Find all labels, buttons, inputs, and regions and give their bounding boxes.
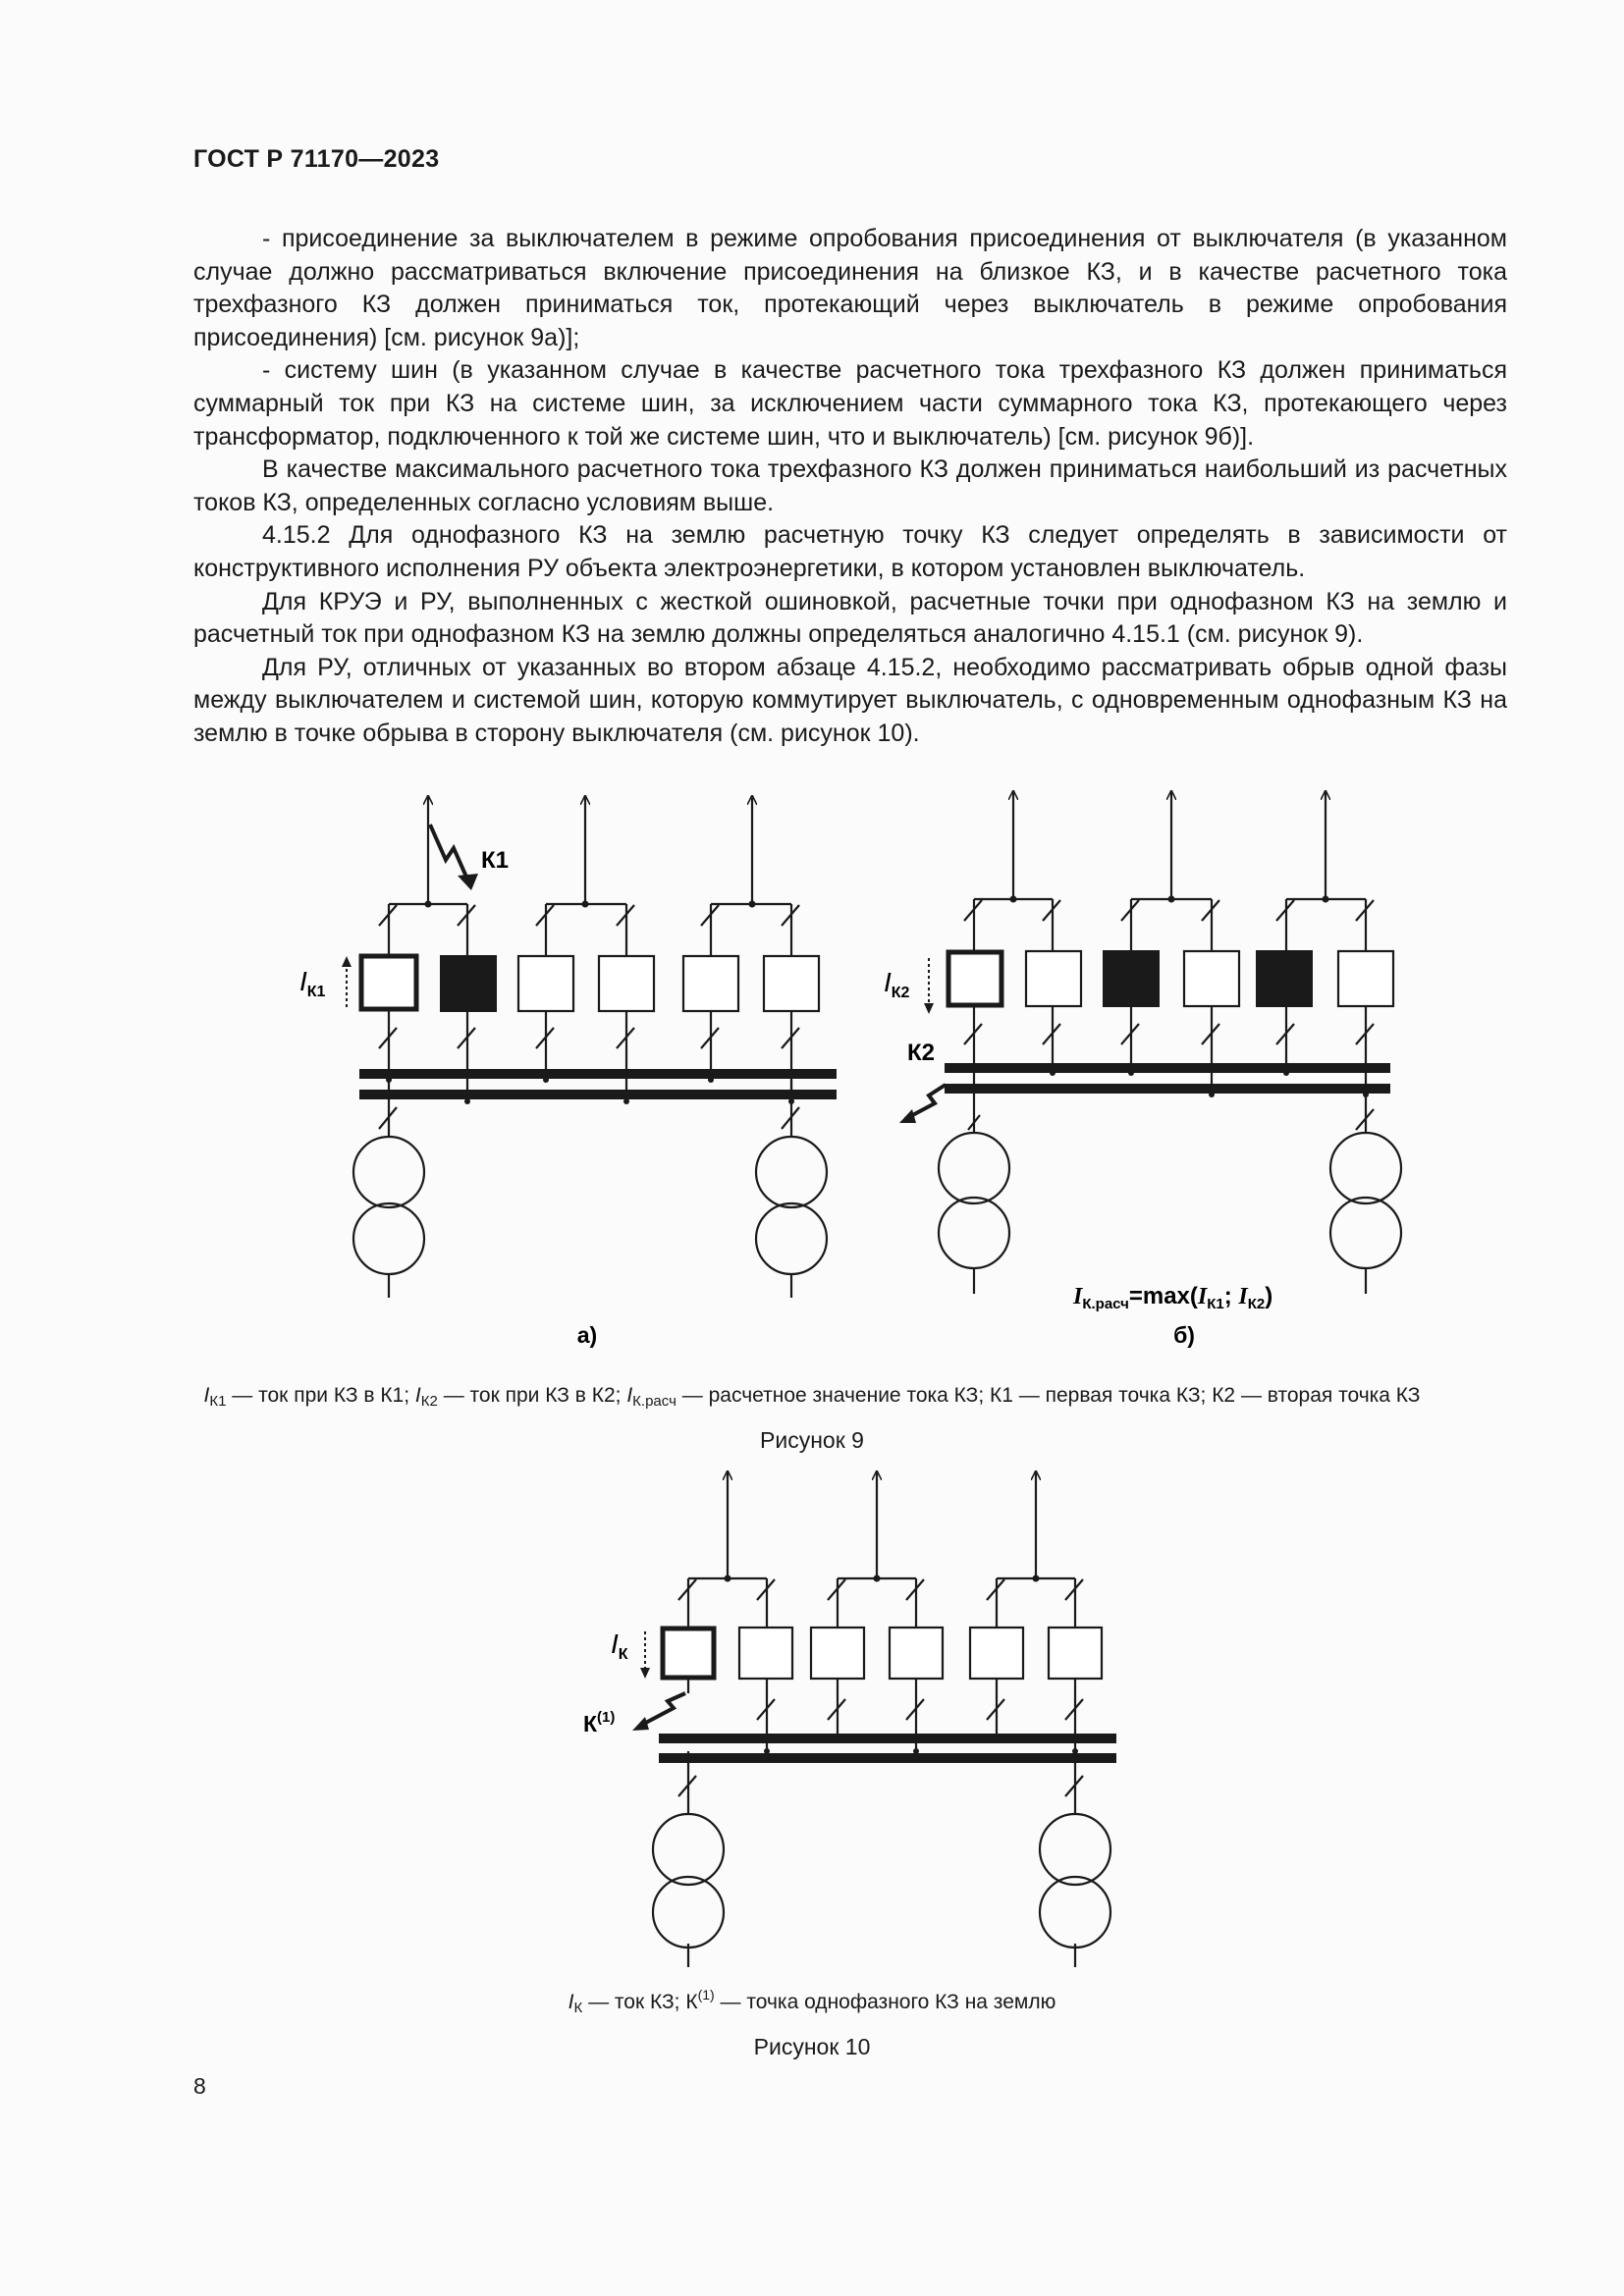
breaker	[764, 956, 819, 1011]
figure-10-title: Рисунок 10	[753, 2034, 871, 2059]
figure-9-title: Рисунок 9	[760, 1427, 864, 1453]
busbar-2	[659, 1753, 1116, 1763]
paragraph: В качестве максимального расчетного тока трехфазного КЗ должен приниматься наибольший из расчетных токов КЗ, определенных согласно условиям выше.	[193, 455, 1507, 516]
current-subscript: К2	[891, 985, 910, 1001]
breaker	[970, 1628, 1023, 1679]
transformer	[1330, 1133, 1401, 1268]
diagram-b	[964, 790, 1374, 1294]
busbar-2	[359, 1090, 837, 1099]
breaker	[1338, 951, 1393, 1006]
fault-label-k2: К2	[907, 1040, 935, 1066]
busbar-1	[945, 1063, 1390, 1073]
figure-9-legend: $I_{К1}$ — ток при КЗ в К1; $I_{К2}$ — ток при КЗ в К2; $I_{К.расч}$ — расчетное значение тока КЗ; К1 — первая точка КЗ; К2 — вторая точка КЗ	[203, 1384, 1421, 1410]
svg-text:IК1	[299, 966, 326, 1000]
breaker	[811, 1628, 864, 1679]
svg-text:IК2	[884, 967, 910, 1001]
busbar-1	[659, 1734, 1116, 1743]
paragraph: Для КРУЭ и РУ, выполненных с жесткой ошиновкой, расчетные точки при однофазном КЗ на землю и расчетный ток при однофазном КЗ на землю должны определяться аналогично 4.15.1 (см. рисунок 9).	[193, 587, 1507, 649]
breaker-closed	[1257, 951, 1312, 1006]
figure-10-legend: $I_К$ — ток КЗ; $К^{(1)}$ — точка однофазного КЗ на землю	[568, 1987, 1056, 2016]
fault-k1-arrow	[430, 825, 469, 883]
current-subscript: К1	[306, 984, 326, 1000]
breaker-closed	[441, 956, 496, 1011]
breaker	[1026, 951, 1081, 1006]
formula-max-current: $I_{К.расч}=\max(I_{К1}$; $I_{К2}$)	[1073, 1283, 1273, 1312]
figure-9-diagram	[0, 775, 1624, 1364]
breaker	[683, 956, 738, 1011]
current-symbol: I	[611, 1629, 619, 1659]
fault-k1-single-phase-arrow	[640, 1693, 685, 1726]
transformer	[653, 1814, 724, 1948]
paragraph: 4.15.2 Для однофазного КЗ на землю расчетную точку КЗ следует определять в зависимости от конструктивного исполнения РУ объекта электроэнергетики, в котором установлен выключатель.	[193, 521, 1507, 582]
diagram-a	[379, 795, 799, 1298]
breaker	[739, 1628, 792, 1679]
breaker-highlighted	[948, 952, 1001, 1005]
current-symbol: I	[884, 967, 892, 997]
breaker-highlighted	[663, 1629, 714, 1678]
diagram-sublabel-a: а)	[576, 1322, 598, 1348]
current-subscript: К	[618, 1646, 628, 1663]
body-text	[193, 223, 1507, 751]
breaker	[1184, 951, 1239, 1006]
page-number: 8	[193, 2073, 206, 2099]
breaker	[599, 956, 654, 1011]
transformer	[939, 1133, 1009, 1268]
breaker-highlighted	[361, 956, 416, 1009]
transformer	[756, 1137, 827, 1274]
transformer	[1040, 1814, 1110, 1948]
busbar-1	[359, 1069, 837, 1079]
transformer	[353, 1137, 424, 1274]
document-header: ГОСТ Р 71170—2023	[193, 145, 440, 173]
breaker	[518, 956, 573, 1011]
breaker	[890, 1628, 943, 1679]
svg-text:IК	[611, 1629, 628, 1663]
figure-10-diagram	[0, 1463, 1624, 1973]
fault-label-k1: К1	[481, 847, 509, 874]
paragraph: - присоединение за выключателем в режиме опробования присоединения от выключателя (в указанном случае должно рассматриваться включение присоединения на близкое КЗ, и в качестве расчетного тока трехфазного КЗ должен приниматься ток, протекающий через выключатель в режиме опробования присоединения) [см. рисунок 9а)];	[193, 225, 1507, 351]
busbar-2	[945, 1084, 1390, 1094]
current-symbol: I	[299, 966, 307, 996]
paragraph: Для РУ, отличных от указанных во втором абзаце 4.15.2, необходимо рассматривать обрыв одной фазы между выключателем и системой шин, которую коммутирует выключатель, с одновременным однофазным КЗ на землю в точке обрыва в сторону выключателя (см. рисунок 10).	[193, 653, 1507, 747]
fault-label-k-single-phase: $К^{(1)}$	[583, 1709, 616, 1736]
paragraph: - систему шин (в указанном случае в качестве расчетного тока трехфазного КЗ должен приниматься суммарный ток при КЗ на системе шин, за исключением части суммарного тока КЗ, протекающего через трансформатор, подключенного к той же системе шин, что и выключатель) [см. рисунок 9б)].	[193, 356, 1507, 451]
breaker-closed	[1104, 951, 1159, 1006]
breaker	[1049, 1628, 1102, 1679]
diagram-sublabel-b: б)	[1173, 1322, 1195, 1348]
